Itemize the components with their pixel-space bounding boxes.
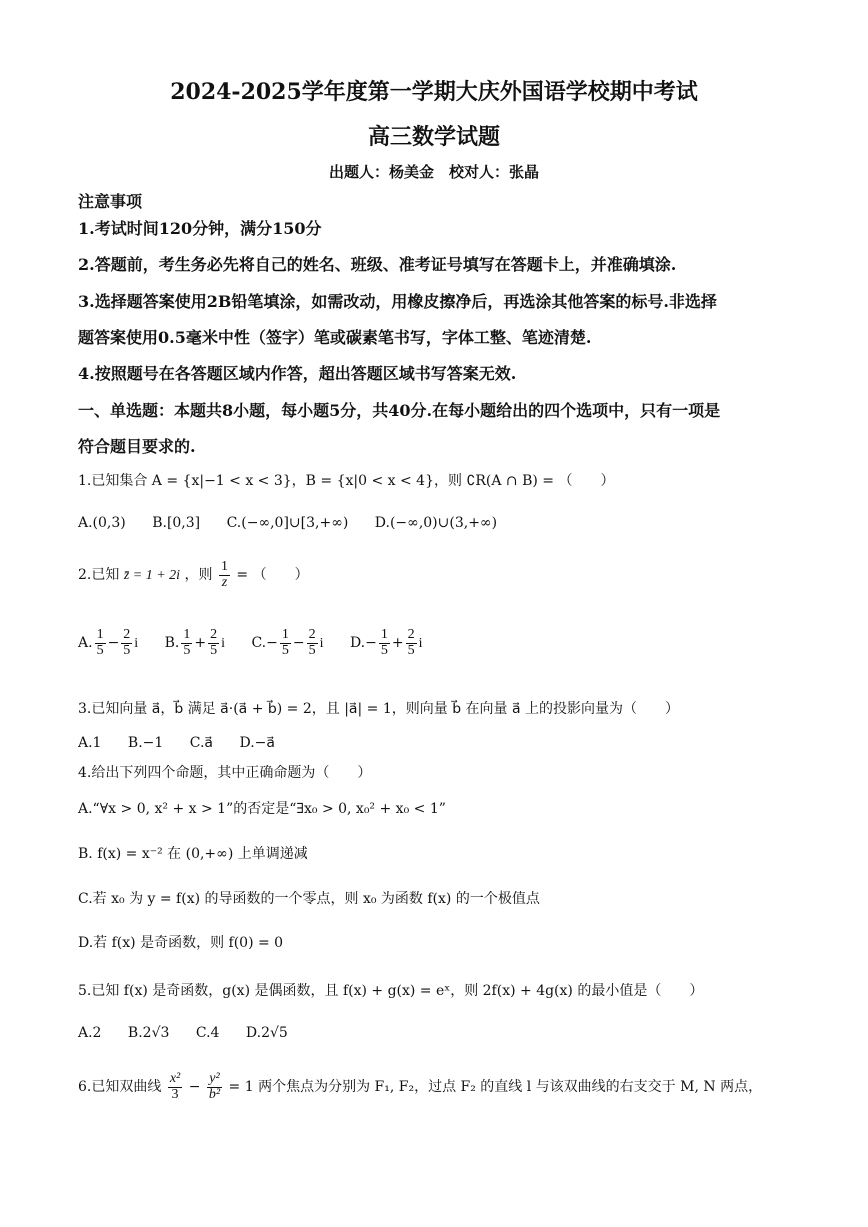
option-d	[350, 628, 423, 658]
frac-num: 2	[210, 627, 218, 642]
imag-unit: i	[418, 636, 423, 652]
option-operator: +	[391, 635, 404, 652]
option-c: C.4	[195, 1025, 220, 1041]
imag-unit: i	[319, 636, 324, 652]
q6-fraction-x	[168, 1072, 182, 1102]
frac-den: b²	[208, 1086, 221, 1102]
option-a: A.(0,3)	[78, 515, 126, 531]
question-1-options	[78, 515, 519, 531]
option-d: D.−a⃗	[239, 735, 275, 751]
note-item: 2.答题前，考生务必先将自己的姓名、班级、准考证号填写在答题卡上，并准确填涂.	[78, 255, 677, 274]
question-4-stem: 4.给出下列四个命题，其中正确命题为（ ）	[78, 765, 372, 781]
question-4-option-d: D.若 f(x) 是奇函数，则 f(0) = 0	[78, 935, 284, 951]
fraction	[406, 628, 417, 658]
question-3-stem: 3.已知向量 a⃗，b⃗ 满足 a⃗·(a⃗ + b⃗) = 2，且 |a⃗| = 1，则向量 b⃗ 在向量 a⃗ 上的投影向量为（ ）	[78, 701, 680, 717]
question-3-options	[78, 735, 297, 751]
frac-num: 1	[281, 627, 289, 642]
option-operator: −	[292, 635, 305, 652]
frac-num: 2	[123, 627, 131, 642]
note-item: 3.选择题答案使用2B铅笔填涂，如需改动，用橡皮擦净后，再选涂其他答案的标号.非选择	[78, 292, 717, 311]
question-5-options	[78, 1025, 310, 1041]
option-label: A.	[78, 635, 93, 652]
q2-frac-num: 1	[220, 559, 228, 574]
frac-den: 5	[210, 642, 218, 658]
note-item: 4.按照题号在各答题区域内作答，超出答题区域书写答案无效.	[78, 364, 517, 383]
frac-num: 1	[96, 627, 104, 642]
option-d: D.(−∞,0)∪(3,+∞)	[374, 515, 498, 531]
option-b: B.2√3	[127, 1025, 170, 1041]
note-item: 题答案使用0.5毫米中性（签字）笔或碳素笔书写，字体工整、笔迹清楚.	[78, 328, 592, 347]
q2-prefix: 2.已知	[78, 567, 120, 584]
frac-den: 3	[171, 1086, 179, 1102]
exam-title: 2024-2025学年度第一学期大庆外国语学校期中考试	[170, 79, 698, 105]
question-5-stem: 5.已知 f(x) 是奇函数，g(x) 是偶函数，且 f(x) + g(x) = eˣ，则 2f(x) + 4g(x) 的最小值是（ ）	[78, 983, 704, 999]
option-b: B.−1	[127, 735, 164, 751]
imag-unit: i	[134, 636, 139, 652]
frac-den: 5	[380, 642, 388, 658]
option-b	[165, 628, 225, 658]
option-a	[78, 628, 138, 658]
question-1-stem: 1.已知集合 A = {x|−1 < x < 3}，B = {x|0 < x < 4}，则 ∁R(A ∩ B) = （ ）	[78, 473, 615, 489]
question-2-options	[78, 628, 445, 658]
q6-suffix: 两个焦点为分别为 F₁, F₂，过点 F₂ 的直线 l 与该双曲线的右支交于 M, N 两点，	[258, 1079, 763, 1096]
frac-den: 5	[407, 642, 415, 658]
note-item: 1.考试时间120分钟，满分150分	[78, 219, 322, 238]
q2-suffix: = （ ）	[236, 567, 309, 584]
option-sign: −	[365, 635, 377, 652]
frac-num: 1	[380, 627, 388, 642]
fraction	[95, 628, 106, 658]
question-4-option-b: B. f(x) = x⁻² 在 (0,+∞) 上单调递减	[78, 846, 308, 862]
fraction	[208, 628, 219, 658]
option-label: B.	[164, 635, 180, 652]
q6-operator: −	[188, 1079, 201, 1096]
fraction	[181, 628, 192, 658]
q2-fraction	[219, 560, 230, 590]
option-c: C.(−∞,0]∪[3,+∞)	[226, 515, 349, 531]
option-c	[251, 628, 323, 658]
fraction	[121, 628, 132, 658]
question-4-option-a: A.“∀x > 0, x² + x > 1”的否定是“∃x₀ > 0, x₀² + x₀ < 1”	[78, 801, 446, 817]
frac-den: 5	[96, 642, 104, 658]
question-4-option-c: C.若 x₀ 为 y = f(x) 的导函数的一个零点，则 x₀ 为函数 f(x) 的一个极值点	[78, 891, 540, 907]
question-2-stem	[78, 560, 309, 590]
fraction	[379, 628, 390, 658]
q2-equation: z̄ = 1 + 2i	[123, 568, 181, 584]
imag-unit: i	[221, 636, 226, 652]
option-b: B.[0,3]	[152, 515, 201, 531]
option-label: D.	[349, 635, 366, 652]
option-label: C.	[251, 635, 267, 652]
question-6-stem	[78, 1072, 762, 1102]
frac-den: 5	[123, 642, 131, 658]
frac-num: y²	[209, 1071, 220, 1086]
frac-num: 2	[308, 627, 316, 642]
option-operator: +	[194, 635, 207, 652]
frac-den: 5	[281, 642, 289, 658]
fraction	[307, 628, 318, 658]
q6-equals: = 1	[228, 1079, 254, 1096]
exam-authors: 出题人：杨美金 校对人：张晶	[328, 163, 539, 181]
frac-num: 1	[183, 627, 191, 642]
section-heading-line1: 一、单选题：本题共8小题，每小题5分，共40分.在每小题给出的四个选项中，只有一项是	[78, 401, 721, 420]
option-sign: −	[266, 635, 278, 652]
frac-den: 5	[183, 642, 191, 658]
frac-den: 5	[308, 642, 316, 658]
q6-prefix: 6.已知双曲线	[78, 1079, 162, 1096]
option-d: D.2√5	[245, 1025, 288, 1041]
option-c: C.a⃗	[189, 735, 214, 751]
frac-num: x²	[169, 1071, 181, 1086]
option-a: A.2	[78, 1025, 102, 1041]
fraction	[280, 628, 291, 658]
section-heading-line2: 符合题目要求的.	[78, 437, 196, 456]
frac-num: 2	[407, 627, 415, 642]
option-operator: −	[107, 635, 120, 652]
option-a: A.1	[78, 735, 102, 751]
q2-mid: ，则	[184, 567, 213, 584]
notes-heading: 注意事项	[78, 192, 143, 211]
q2-frac-den: z	[221, 574, 228, 590]
q6-fraction-y	[207, 1072, 222, 1102]
exam-subtitle: 高三数学试题	[367, 124, 500, 150]
